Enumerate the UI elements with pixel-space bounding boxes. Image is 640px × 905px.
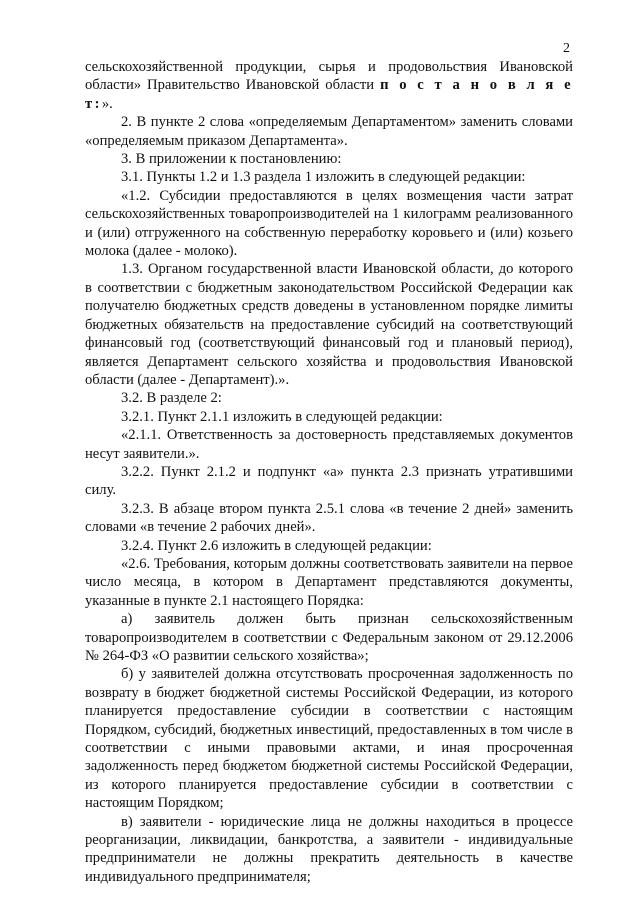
paragraph-p-3-2-4 xyxy=(85,537,573,555)
paragraph-text: 3. В приложении к постановлению: xyxy=(121,151,342,168)
paragraph-p-3-2-1 xyxy=(85,408,573,426)
paragraph-text: б) у заявителей должна отсутствовать просроченная задолженность по возврату в бюджет бюджетной системы Российской Федерации, из которого планируется предоставление субсидии в соответствии с настоящим Порядком, субсидий, бюджетных инвестиций, предоставленных в том числе в соответствии с иными правовыми актами, и иная просроченная задолженность перед бюджетом бюджетной системы Российской Федерации, из которого планируется предоставление субсидии в соответствии с настоящим Порядком; xyxy=(85,666,573,812)
paragraph-p-b xyxy=(85,665,573,812)
paragraph-text: а) заявитель должен быть признан сельскохозяйственным товаропроизводителем в соответствии с Федеральным законом от 29.12.2006 № 264-ФЗ «О развитии сельского хозяйства»; xyxy=(85,611,573,664)
paragraph-text: 3.2.2. Пункт 2.1.2 и подпункт «а» пункта 2.3 признать утратившими силу. xyxy=(85,463,573,499)
paragraph-text: 2. В пункте 2 слова «определяемым Департаментом» заменить словами «определяемым приказом Департамента». xyxy=(85,114,573,149)
paragraph-text: 3.2.3. В абзаце втором пункта 2.5.1 слова «в течение 2 дней» заменить словами «в течение 2 рабочих дней». xyxy=(85,500,573,536)
paragraph-text: 3.2.4. Пункт 2.6 изложить в следующей редакции: xyxy=(121,537,432,554)
paragraph-p-3-2-2 xyxy=(85,463,573,500)
paragraph-p-1-2 xyxy=(85,187,573,261)
paragraph-p-a xyxy=(85,610,573,665)
paragraph-p-3-2 xyxy=(85,389,573,407)
paragraph-text: ». xyxy=(101,95,113,112)
paragraph-text: сельскохозяйственной продукции, сырья и продовольствия Ивановской области» Правительство Ивановской области xyxy=(85,59,573,94)
paragraph-p-3 xyxy=(85,150,573,168)
page-number: 2 xyxy=(563,41,570,56)
paragraph-text: 3.1. Пункты 1.2 и 1.3 раздела 1 изложить в следующей редакции: xyxy=(121,169,526,186)
paragraph-text: 1.3. Органом государственной власти Ивановской области, до которого в соответствии с бюджетным законодательством Российской Федерации как получателю бюджетных средств доведены в установленном порядке лимиты бюджетных обязательств на предоставление субсидий на соответствующий финансовый год (соответствующий финансовый год и плановый период), является Департамент сельского хозяйства и продовольствия Ивановской области (далее - Департамент).». xyxy=(85,261,573,388)
paragraph-text: в) заявители - юридические лица не должны находиться в процессе реорганизации, ликвидации, банкротства, а заявители - индивидуальные предприниматели не должны прекратить деятельность в качестве индивидуального предпринимателя; xyxy=(85,813,573,885)
paragraph-p-2-6 xyxy=(85,555,573,610)
paragraph-p-2-1-1 xyxy=(85,426,573,463)
paragraph-p-2 xyxy=(85,113,573,150)
paragraph-text: «2.6. Требования, которым должны соответствовать заявители на первое число месяца, в котором в Департамент представляются документы, указанные в пункте 2.1 настоящего Порядка: xyxy=(85,555,573,609)
paragraph-text: 3.2. В разделе 2: xyxy=(121,390,222,407)
paragraph-p-intro xyxy=(85,58,573,113)
paragraph-text: 3.2.1. Пункт 2.1.1 изложить в следующей редакции: xyxy=(121,408,443,425)
paragraph-text: «1.2. Субсидии предоставляются в целях возмещения части затрат сельскохозяйственных товаропроизводителей на 1 килограмм реализованного и (или) отгруженного на собственную переработку коровьего и (или) козьего молока (далее - молоко). xyxy=(85,187,573,260)
decree-keyword: п о с т а н о в л я е т: xyxy=(85,77,573,112)
paragraph-p-1-3 xyxy=(85,260,573,389)
paragraph-p-3-2-3 xyxy=(85,500,573,537)
paragraph-p-3-1 xyxy=(85,168,573,186)
paragraph-p-v xyxy=(85,813,573,887)
document-body xyxy=(85,58,573,886)
paragraph-text: «2.1.1. Ответственность за достоверность представляемых документов несут заявители.». xyxy=(85,427,573,462)
